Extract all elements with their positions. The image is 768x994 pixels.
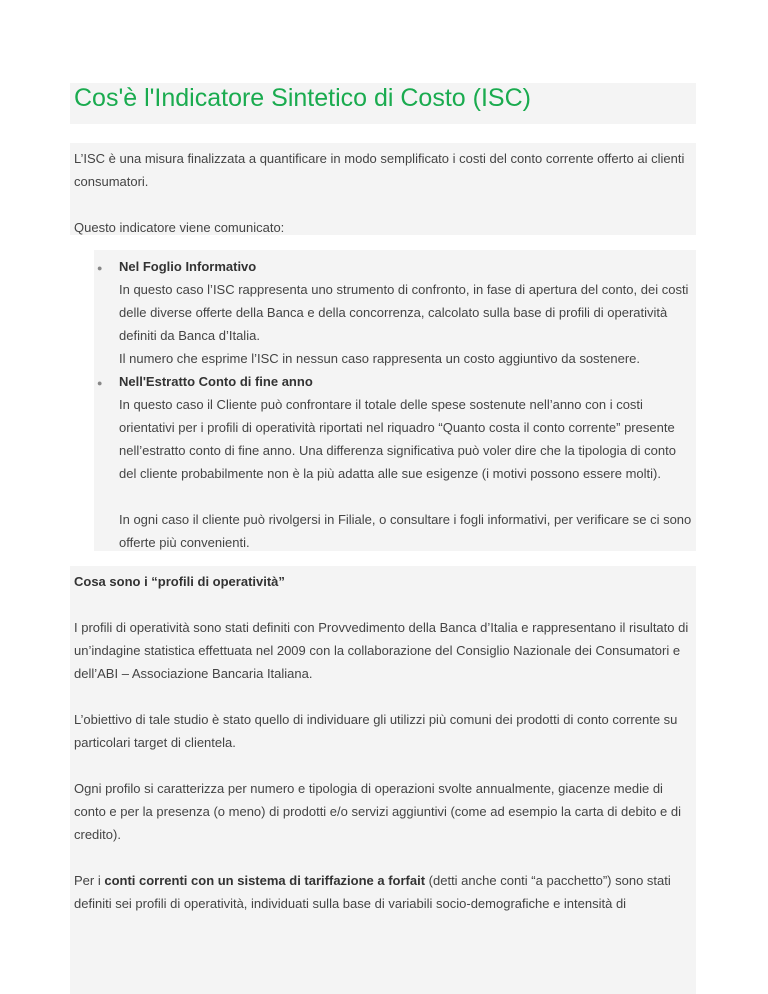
bullet-icon: ● <box>97 378 103 388</box>
section-heading: Cosa sono i “profili di operatività” <box>74 574 285 589</box>
section-paragraph: Ogni profilo si caratterizza per numero e tipologia di operazioni svolte annualmente, giacenze medie di conto e per la presenza (o meno) di prodotti e/o servizi aggiuntivi (come ad esempio la carta di debito e di credito). <box>74 781 681 842</box>
intro-paragraph: L’ISC è una misura finalizzata a quantificare in modo semplificato i costi del conto corrente offerto ai clienti consumatori. <box>74 151 685 189</box>
section-block <box>70 566 696 994</box>
section-text: Per i <box>74 873 105 888</box>
bullet-icon: ● <box>97 263 103 273</box>
list-item-text: In questo caso l’ISC rappresenta uno strumento di confronto, in fase di apertura del conto, dei costi delle diverse offerte della Banca e della concorrenza, calcolato sulla base di profili di operatività definiti da Banca d’Italia. <box>119 282 689 343</box>
section-paragraph: I profili di operatività sono stati definiti con Provvedimento della Banca d’Italia e rappresentano il risultato di un’indagine statistica effettuata nel 2009 con la collaborazione del Consiglio Nazionale dei Consumatori e dell’ABI – Associazione Bancaria Italiana. <box>74 620 689 681</box>
section-text: (detti anche conti “a pacchetto”) sono stati definiti sei profili di operatività, individuati sulla base di variabili socio-demografiche e intensità di <box>74 873 671 911</box>
list-item-text: In questo caso il Cliente può confrontare il totale delle spese sostenute nell’anno con i costi orientativi per i profili di operatività riportati nel riquadro “Quanto costa il conto corrente” presente nell’estratto conto di fine anno. Una differenza significativa può voler dire che la tipologia di conto del cliente probabilmente non è la più adatta alle sue esigenze (i motivi possono essere molti). <box>119 397 676 481</box>
list-item-title: Nel Foglio Informativo <box>119 259 257 274</box>
page-title: Cos'è l'Indicatore Sintetico di Costo (ISC) <box>74 84 531 112</box>
bullet-list <box>94 250 696 551</box>
title-block <box>70 83 696 124</box>
list-item-title: Nell'Estratto Conto di fine anno <box>119 374 313 389</box>
section-paragraph: L’obiettivo di tale studio è stato quello di individuare gli utilizzi più comuni dei prodotti di conto corrente su particolari target di clientela. <box>74 712 678 750</box>
intro-lead: Questo indicatore viene comunicato: <box>74 220 285 235</box>
intro-block <box>70 143 696 235</box>
list-item-note: Il numero che esprime l’ISC in nessun caso rappresenta un costo aggiuntivo da sostenere. <box>119 351 641 366</box>
section-bold-text: conti correnti con un sistema di tariffazione a forfait <box>104 873 426 888</box>
section-paragraph <box>74 869 698 915</box>
list-item-note: In ogni caso il cliente può rivolgersi in Filiale, o consultare i fogli informativi, per verificare se ci sono offerte più convenienti. <box>119 512 692 550</box>
